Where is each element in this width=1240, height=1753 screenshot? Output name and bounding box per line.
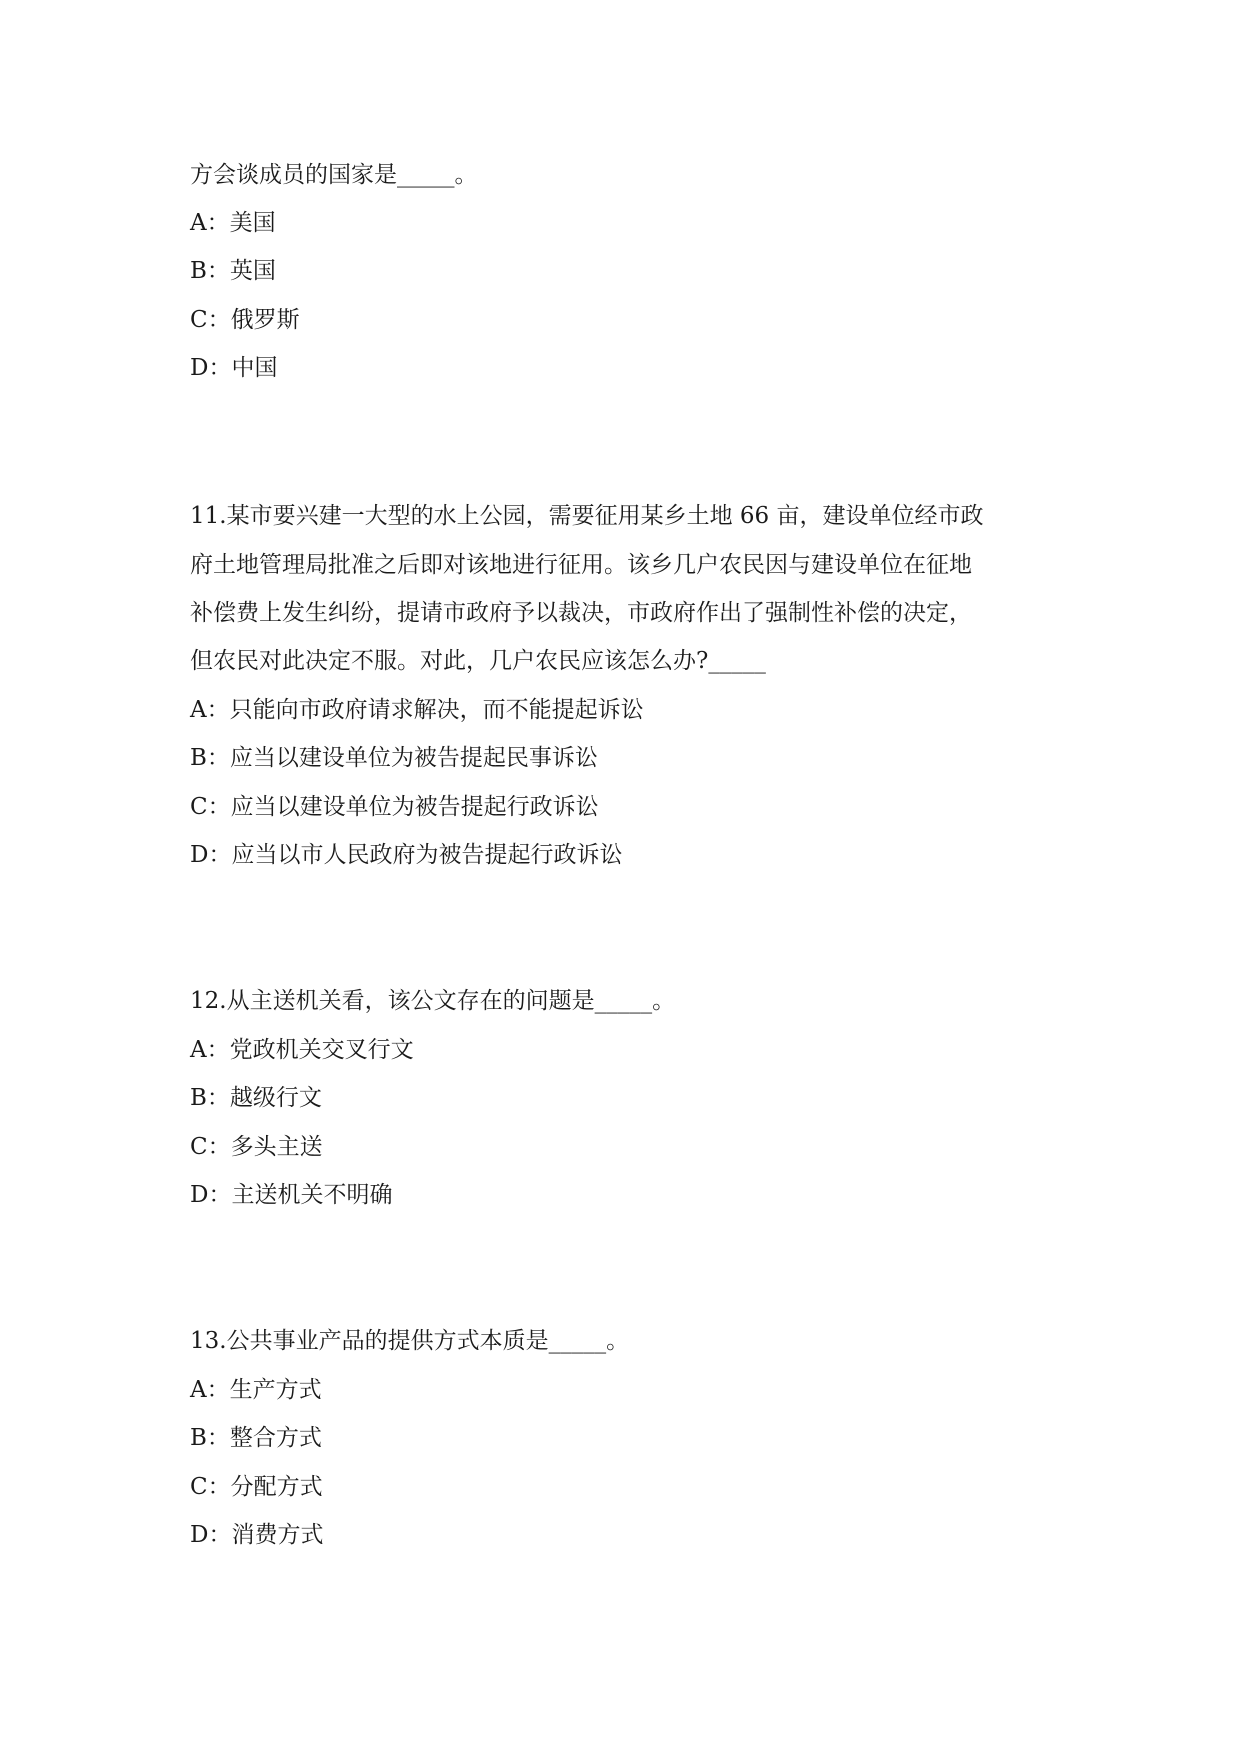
question-stem: 12.从主送机关看，该公文存在的问题是_____。 [190, 988, 676, 1014]
question-stem-line: 府土地管理局批准之后即对该地进行征用。该乡几户农民因与建设单位在征地 [190, 552, 972, 578]
option-c: C：多头主送 [190, 1134, 323, 1160]
question-stem-line: 补偿费上发生纠纷，提请市政府予以裁决，市政府作出了强制性补偿的决定， [190, 600, 972, 626]
option-a: A：美国 [190, 210, 276, 236]
question-stem: 方会谈成员的国家是_____。 [190, 162, 478, 188]
option-b: B：应当以建设单位为被告提起民事诉讼 [190, 745, 598, 771]
option-b: B：英国 [190, 258, 276, 284]
option-b: B：越级行文 [190, 1085, 322, 1111]
question-stem-line: 11.某市要兴建一大型的水上公园，需要征用某乡土地 66 亩，建设单位经市政 [190, 503, 984, 529]
question-stem: 13.公共事业产品的提供方式本质是_____。 [190, 1328, 630, 1354]
option-c: C：俄罗斯 [190, 307, 300, 333]
option-a: A：党政机关交叉行文 [190, 1037, 414, 1063]
option-d: D：应当以市人民政府为被告提起行政诉讼 [190, 842, 623, 868]
option-a: A：只能向市政府请求解决，而不能提起诉讼 [190, 697, 644, 723]
option-d: D：消费方式 [190, 1522, 324, 1548]
option-d: D：中国 [190, 355, 278, 381]
option-c: C：分配方式 [190, 1474, 323, 1500]
option-d: D：主送机关不明确 [190, 1182, 393, 1208]
option-c: C：应当以建设单位为被告提起行政诉讼 [190, 794, 599, 820]
option-b: B：整合方式 [190, 1425, 322, 1451]
option-a: A：生产方式 [190, 1377, 322, 1403]
question-stem-line: 但农民对此决定不服。对此，几户农民应该怎么办?_____ [190, 648, 766, 674]
